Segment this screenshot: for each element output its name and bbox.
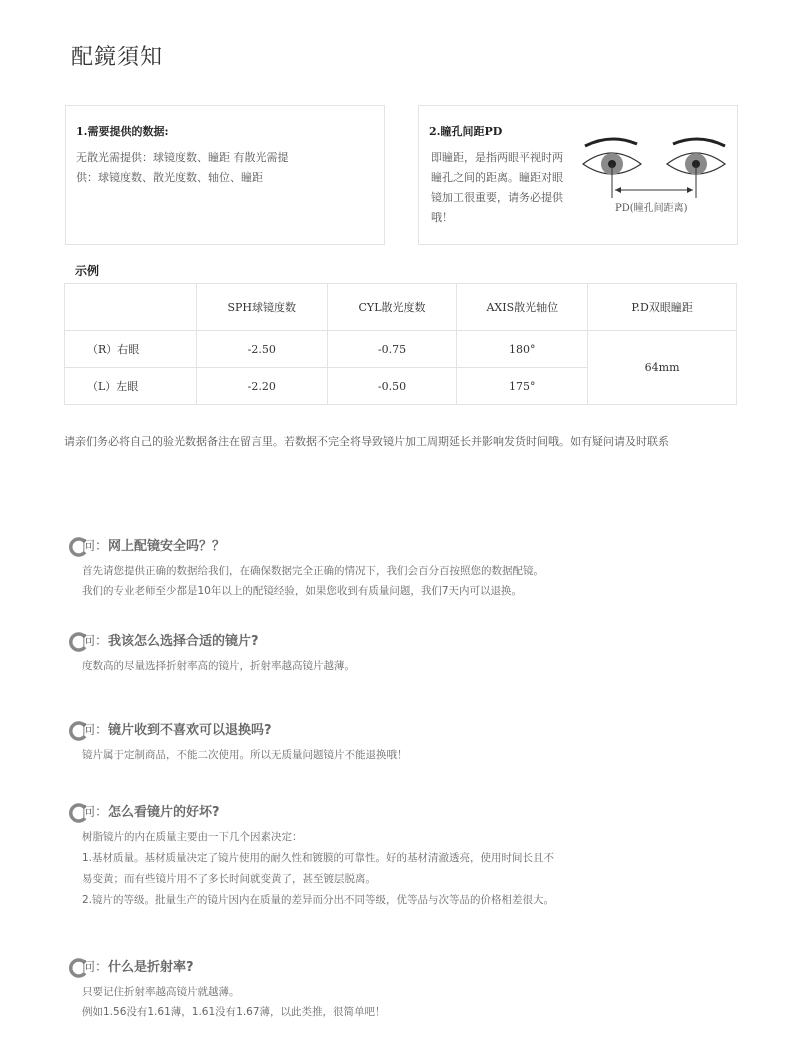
pd-info-box xyxy=(418,105,738,245)
question-prefix: 问： xyxy=(82,723,109,738)
table-header-cell: P.D双眼瞳距 xyxy=(588,284,737,331)
faq-answer-line: 度数高的尽量选择折射率高的镜片，折射率越高镜片越薄。 xyxy=(82,660,355,672)
required-data-heading: 1.需要提供的数据: xyxy=(76,125,169,138)
axis-cell: 175° xyxy=(457,368,588,405)
faq-question xyxy=(82,801,220,820)
table-row xyxy=(65,331,737,368)
table-header-cell: AXIS散光轴位 xyxy=(457,284,588,331)
question-prefix: 问： xyxy=(82,634,109,649)
left-eyebrow xyxy=(585,139,637,146)
faq-answer-line: 只要记住折射率越高镜片就越薄。 xyxy=(82,986,240,998)
eyes-diagram xyxy=(579,134,729,204)
eye-cell: （L）左眼 xyxy=(65,368,197,405)
faq-answer-line: 镜片属于定制商品，不能二次使用。所以无质量问题镜片不能退换哦！ xyxy=(82,749,408,761)
pd-info-text: 即瞳距，是指两眼平视时两瞳孔之间的距离。瞳距对眼镜加工很重要，请务必提供哦！ xyxy=(431,151,563,224)
faq-answer-line: 我们的专业老师至少都是10年以上的配镜经验，如果您收到有质量问题，我们7天内可以退换。 xyxy=(82,585,523,597)
faq-question xyxy=(82,956,194,975)
sph-cell: -2.20 xyxy=(196,368,327,405)
table-header-row xyxy=(65,284,737,331)
pd-arrow-right xyxy=(687,187,693,193)
faq-question xyxy=(82,535,225,554)
question-text: 怎么看镜片的好坏? xyxy=(108,805,220,820)
question-text: 网上配镜安全吗？？ xyxy=(108,539,226,554)
right-eyebrow xyxy=(673,139,725,146)
notice-text: 请亲们务必将自己的验光数据备注在留言里。若数据不完全将导致镜片加工周期延长并影响发货时间哦。如有疑问请及时联系 xyxy=(64,435,669,448)
cyl-cell: -0.50 xyxy=(327,368,457,405)
required-data-box xyxy=(65,105,385,245)
faq-question xyxy=(82,719,272,738)
table-header-cell: CYL散光度数 xyxy=(327,284,457,331)
question-text: 什么是折射率? xyxy=(108,960,194,975)
page-title: 配鏡須知 xyxy=(71,45,164,70)
sph-cell: -2.50 xyxy=(196,331,327,368)
axis-cell: 180° xyxy=(457,331,588,368)
required-data-text: 无散光需提供：球镜度数、瞳距 有散光需提供：球镜度数、散光度数、轴位、瞳距 xyxy=(76,151,289,184)
pd-info-heading: 2.瞳孔间距PD xyxy=(429,125,503,138)
pd-cell: 64mm xyxy=(588,331,737,405)
faq-answer-line: 首先请您提供正确的数据给我们，在确保数据完全正确的情况下，我们会百分百按照您的数据配镜。 xyxy=(82,565,544,577)
faq-question xyxy=(82,630,259,649)
faq-answer-line: 例如1.56没有1.61薄，1.61没有1.67薄，以此类推，很简单吧！ xyxy=(82,1006,386,1018)
question-prefix: 问： xyxy=(82,539,109,554)
table-header-cell: SPH球镜度数 xyxy=(196,284,327,331)
question-prefix: 问： xyxy=(82,805,109,820)
question-prefix: 问： xyxy=(82,960,109,975)
prescription-example-table xyxy=(64,283,737,405)
faq-answer-line: 1.基材质量。基材质量决定了镜片使用的耐久性和镀膜的可靠性。好的基材清澈透亮，使用时间长且不 xyxy=(82,852,555,864)
pd-diagram-label: PD(瞳孔间距离) xyxy=(615,203,688,214)
example-label: 示例 xyxy=(75,264,100,278)
eye-cell: （R）右眼 xyxy=(65,331,197,368)
faq-answer-line: 2.镜片的等级。批量生产的镜片因内在质量的差异而分出不同等级，优等品与次等品的价格相差很大。 xyxy=(82,894,555,906)
pd-arrow-left xyxy=(615,187,621,193)
question-text: 镜片收到不喜欢可以退换吗? xyxy=(108,723,272,738)
question-text: 我该怎么选择合适的镜片? xyxy=(108,634,259,649)
faq-answer-line: 树脂镜片的内在质量主要由一下几个因素决定： xyxy=(82,831,303,843)
cyl-cell: -0.75 xyxy=(327,331,457,368)
faq-answer-line: 易变黄；而有些镜片用不了多长时间就变黄了，甚至镀层脱离。 xyxy=(82,873,376,885)
table-header-cell xyxy=(65,284,197,331)
